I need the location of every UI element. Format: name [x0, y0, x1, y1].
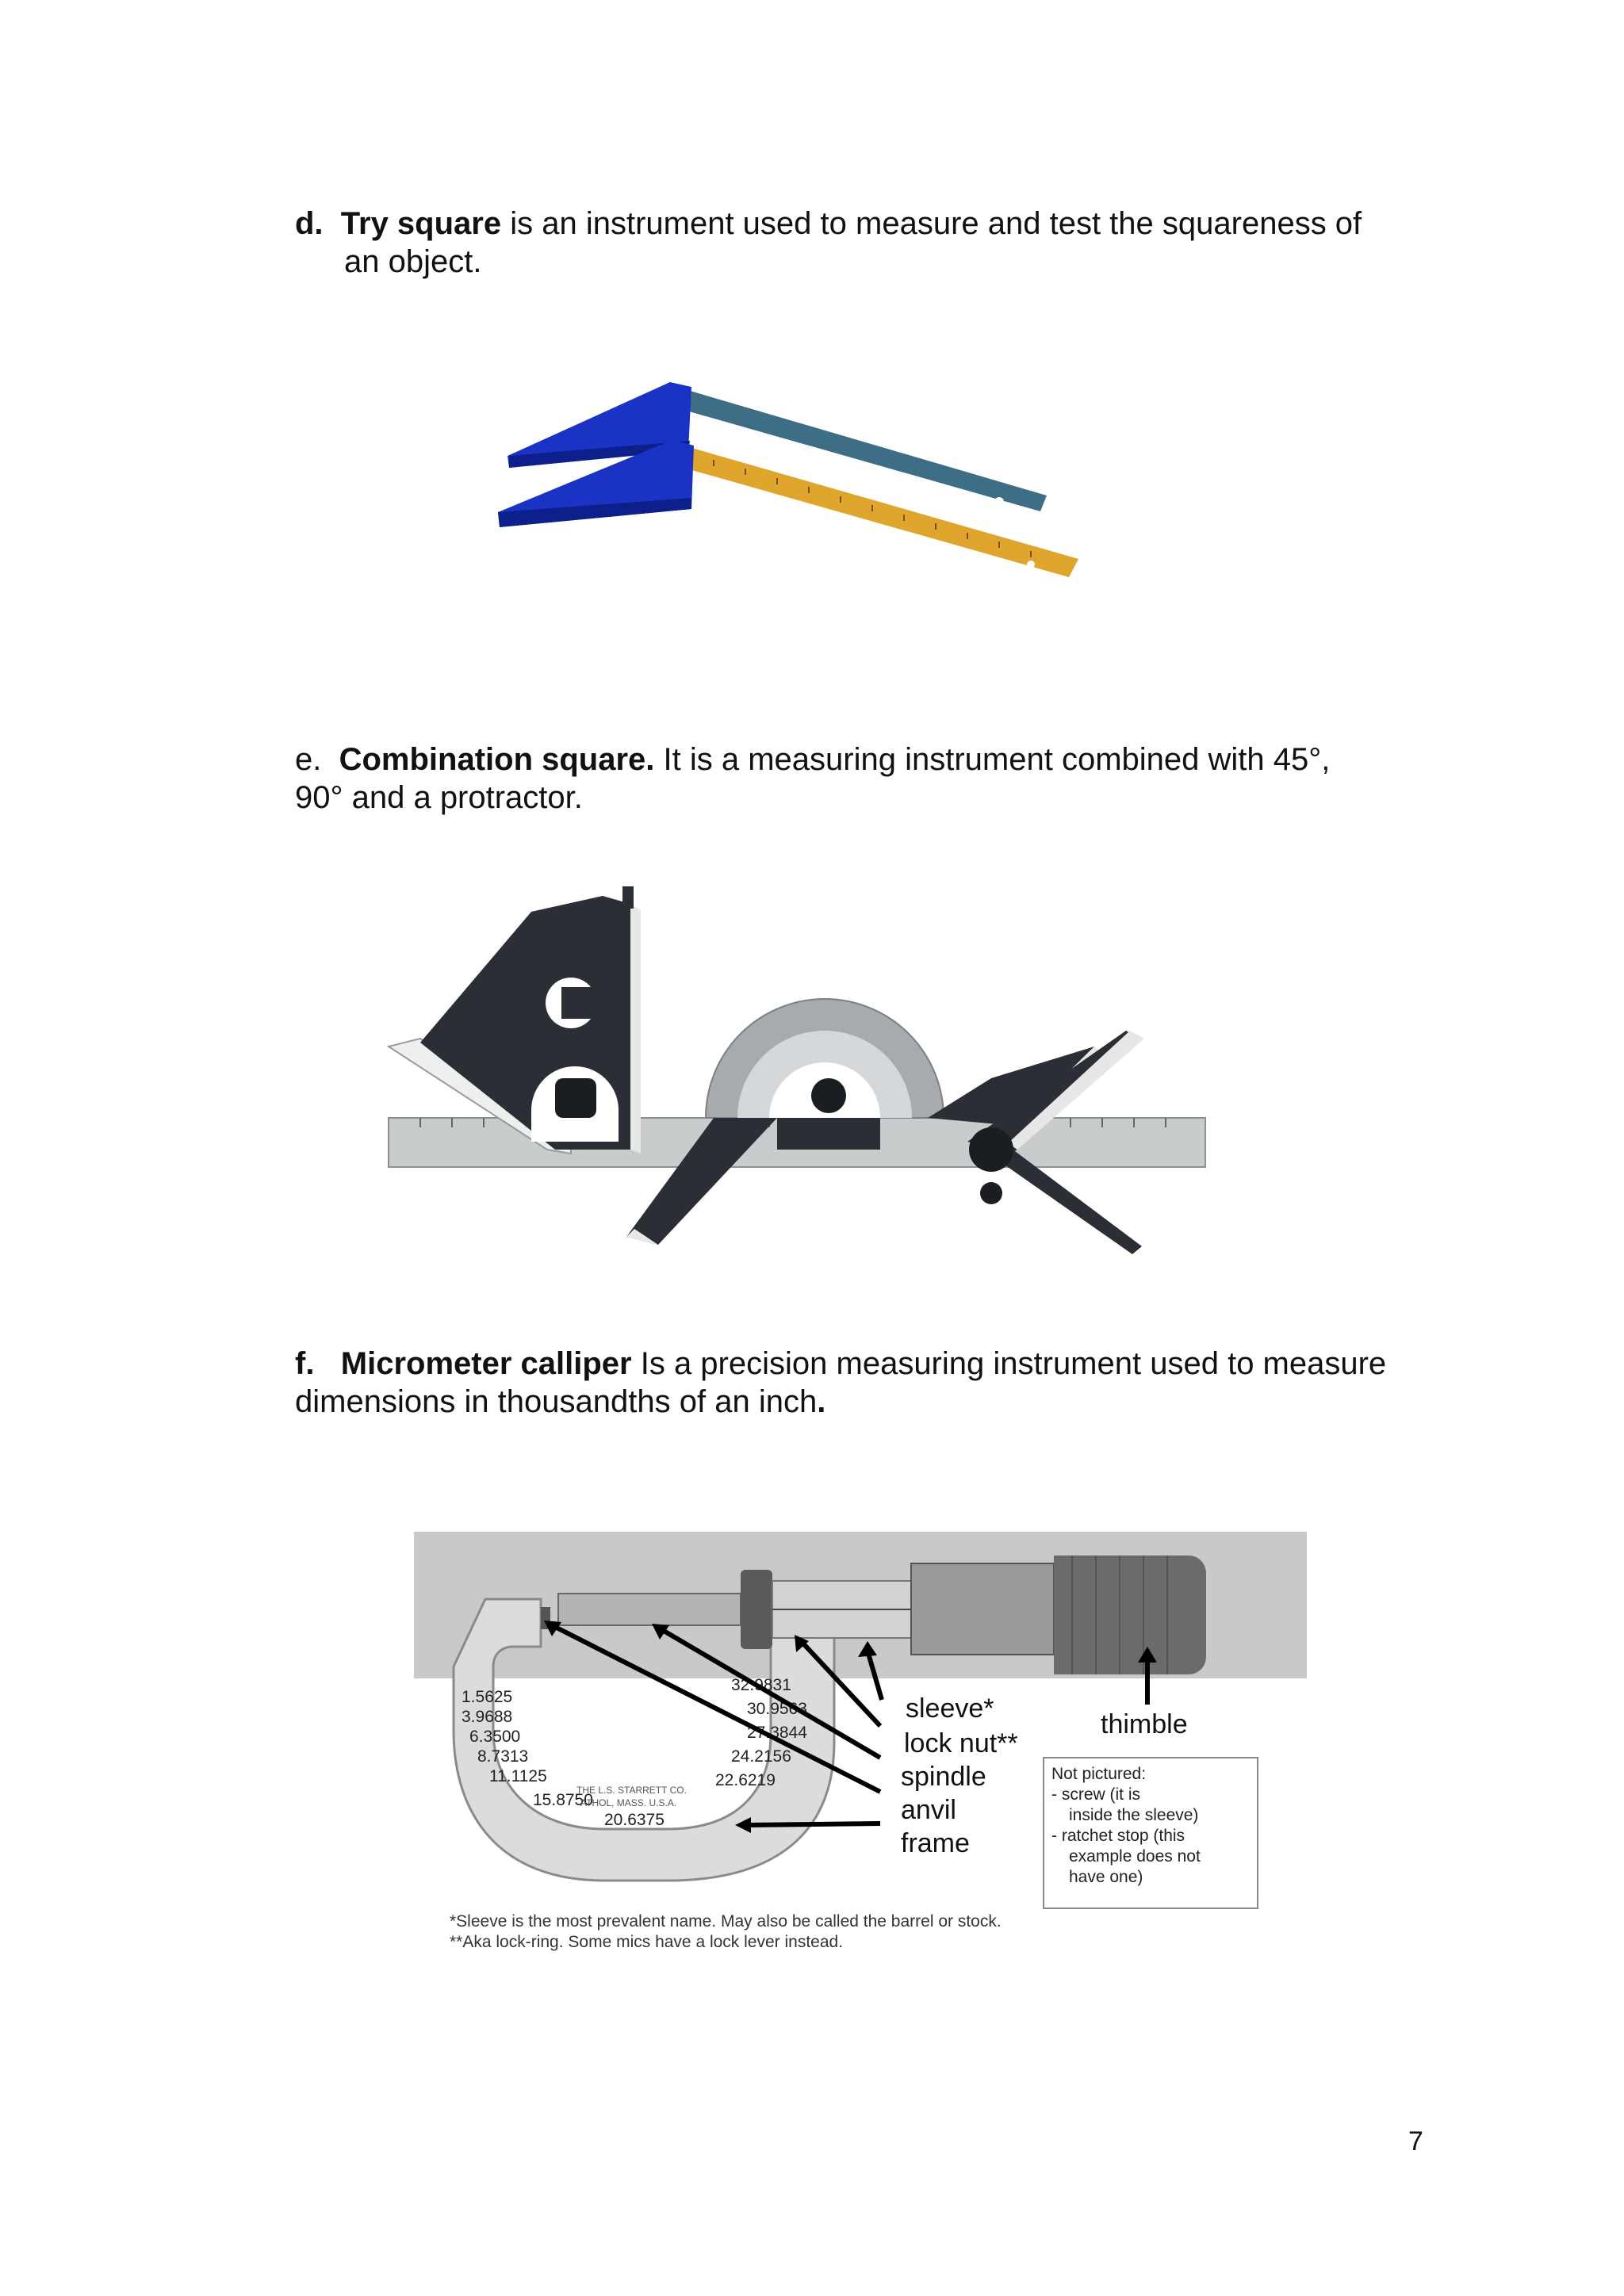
section-e-line1: It is a measuring instrument combined with 45°,	[654, 742, 1331, 777]
footnote-2: **Aka lock-ring. Some mics have a lock lever instead.	[450, 1933, 844, 1951]
label-anvil: anvil	[901, 1795, 956, 1825]
note-line-3: - ratchet stop (this	[1051, 1827, 1185, 1845]
section-d-marker: d.	[295, 206, 324, 241]
section-f-line2: dimensions in thousandths of an inch	[295, 1384, 818, 1419]
note-line-2: inside the sleeve)	[1069, 1806, 1199, 1824]
page-number: 7	[1408, 2126, 1423, 2156]
label-lock-nut: lock nut**	[904, 1728, 1018, 1758]
micrometer-stamp-2: ATHOL, MASS. U.S.A.	[580, 1797, 677, 1808]
svg-text:32.9831: 32.9831	[731, 1676, 791, 1694]
svg-text:24.2156: 24.2156	[731, 1747, 791, 1766]
svg-text:3.9688: 3.9688	[462, 1708, 513, 1726]
note-line-4: example does not	[1069, 1847, 1201, 1866]
note-title: Not pictured:	[1051, 1765, 1147, 1783]
section-d-text	[295, 205, 1437, 281]
section-f-text	[295, 1345, 1437, 1421]
micrometer-thimble	[911, 1563, 1054, 1655]
micrometer-lock-nut	[741, 1570, 772, 1649]
section-f-line2-end: .	[817, 1384, 826, 1419]
section-f-line1: Is a precision measuring instrument used to measure	[631, 1346, 1387, 1381]
label-spindle: spindle	[901, 1762, 986, 1792]
section-f-marker: f.	[295, 1346, 315, 1381]
svg-text:30.9563: 30.9563	[747, 1700, 807, 1718]
try-square-image	[476, 357, 1094, 618]
svg-text:15.8750: 15.8750	[533, 1791, 593, 1809]
section-d-line2: an object.	[344, 244, 482, 279]
try-square-yellow-blade	[678, 446, 1078, 577]
footnote-1: *Sleeve is the most prevalent name. May also be called the barrel or stock.	[450, 1912, 1002, 1931]
micrometer-spindle	[558, 1594, 741, 1625]
label-frame: frame	[901, 1828, 970, 1858]
label-thimble: thimble	[1101, 1709, 1188, 1739]
svg-text:27.3844: 27.3844	[747, 1724, 807, 1742]
svg-text:1.5625: 1.5625	[462, 1688, 513, 1706]
note-line-1: - screw (it is	[1051, 1785, 1140, 1804]
svg-text:8.7313: 8.7313	[477, 1747, 529, 1766]
svg-text:20.6375: 20.6375	[604, 1811, 665, 1829]
section-e-text	[295, 740, 1437, 817]
combination-square-image	[373, 880, 1213, 1276]
section-d-line1: is an instrument used to measure and test the squareness of	[501, 206, 1362, 241]
note-line-5: have one)	[1069, 1868, 1143, 1886]
section-e-term: Combination square.	[339, 742, 655, 777]
label-sleeve: sleeve*	[906, 1693, 994, 1724]
section-e-marker: e.	[295, 742, 322, 777]
micrometer-thimble-knurl	[1054, 1556, 1206, 1674]
micrometer-stamp-1: THE L.S. STARRETT CO.	[576, 1785, 687, 1796]
svg-text:11.1125: 11.1125	[489, 1767, 547, 1785]
svg-text:6.3500: 6.3500	[469, 1728, 521, 1746]
svg-text:22.6219: 22.6219	[715, 1771, 776, 1789]
micrometer-image	[414, 1532, 1310, 1960]
try-square-teal-blade	[678, 388, 1047, 511]
section-f-term: Micrometer calliper	[340, 1346, 632, 1381]
section-e-line2: 90° and a protractor.	[295, 780, 583, 815]
section-d-term: Try square	[340, 206, 502, 241]
